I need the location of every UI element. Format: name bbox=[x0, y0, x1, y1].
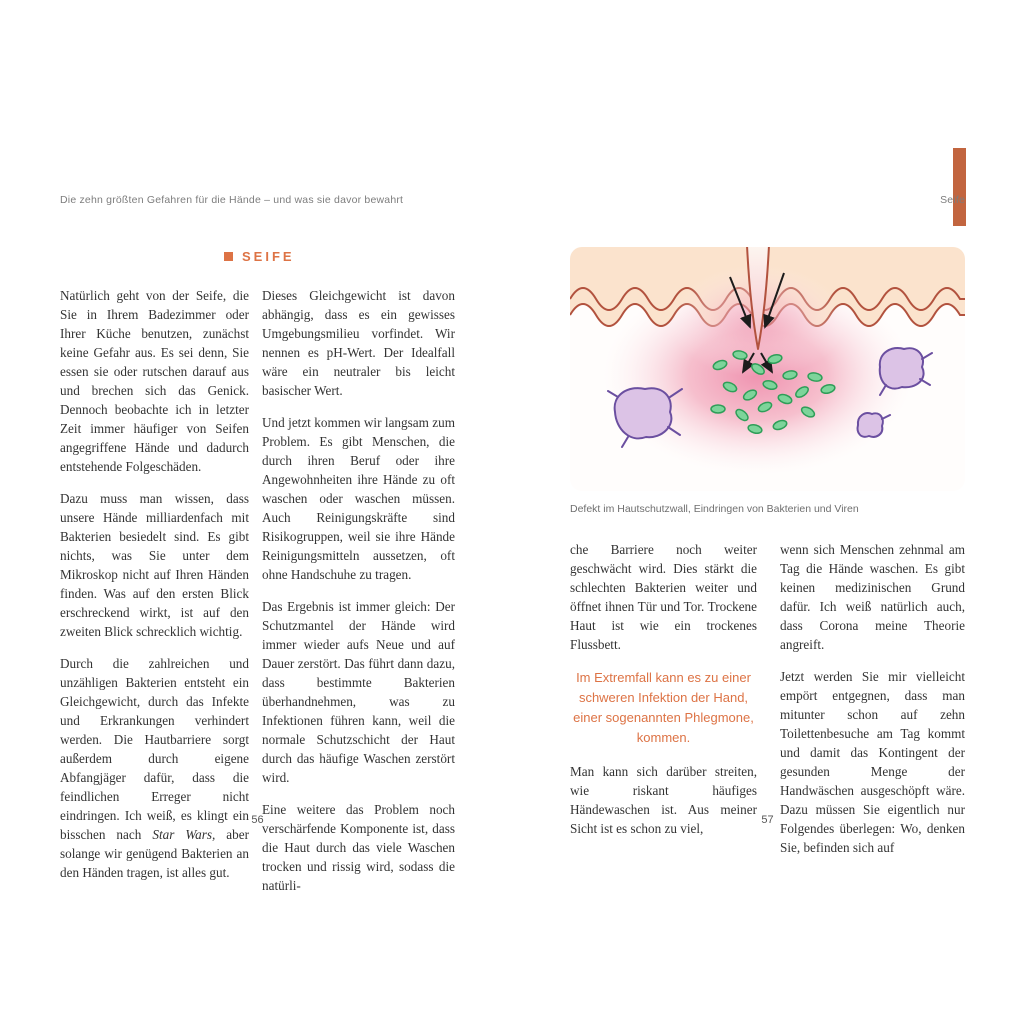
skin-barrier-svg bbox=[570, 247, 965, 491]
paragraph: Das Ergebnis ist immer gleich: Der Schutzmantel der Hände wird immer wieder aufs Neue und auf Dauer zerstört. Das führt dann dazu, dass bestimmte Bakterien überhandnehmen, was zu Infektionen führen kann, weil die normale Schutzschicht der Haut durch das häufige Waschen zerstört wird. bbox=[262, 599, 455, 785]
running-header-left: Die zehn größten Gefahren für die Hände – und was sie davor bewahrt bbox=[60, 194, 404, 206]
figure-caption: Defekt im Hautschutzwall, Eindringen von Bakterien und Viren bbox=[570, 503, 859, 515]
section-title: SEIFE bbox=[242, 249, 295, 264]
skin-barrier-illustration bbox=[570, 247, 965, 491]
page-number-right: 57 bbox=[761, 814, 774, 826]
paragraph: Man kann sich darüber streiten, wie riskant häufiges Händewaschen ist. Aus meiner Sicht ist es schon zu viel, bbox=[570, 764, 757, 836]
paragraph: wenn sich Menschen zehnmal am Tag die Hände waschen. Es gibt keinen medizinischen Grund dafür. Ich weiß natürlich auch, dass Corona meine Theorie angreift. bbox=[780, 542, 965, 652]
paragraph: che Barriere noch weiter geschwächt wird. Dies stärkt die schlechten Bakterien weiter und öffnet ihnen Tür und Tor. Trockene Haut ist wie ein trockenes Flussbett. bbox=[570, 542, 757, 652]
highlight-callout: Im Extremfall kann es zu einer schweren Infektion der Hand, einer sogenannten Phlegmone, kommen. bbox=[573, 670, 754, 745]
section-heading bbox=[224, 249, 295, 264]
paragraph: Dazu muss man wissen, dass unsere Hände milliardenfach mit Bakterien besiedelt sind. Es gibt nichts, was Sie unter dem Mikroskop nicht auf Ihren Händen finden. Was auf den ersten Blick erschreckend wirkt, ist auf den zweiten Blick schrecklich wichtig. bbox=[60, 491, 249, 639]
italic-title: Star Wars, bbox=[152, 827, 216, 842]
paragraph: Natürlich geht von der Seife, die Sie in Ihrem Badezimmer oder Ihrer Küche benutzen, zunächst keine Gefahr aus. Es sei denn, Sie essen sie oder rutschen darauf aus und brechen sich das Genick. Dennoch beobachte ich in letzter Zeit immer häufiger von Seifen angegriffene Hände und dadurch entstehende Folgeschäden. bbox=[60, 288, 249, 474]
chapter-tab-marker bbox=[953, 148, 966, 226]
left-page-column-1 bbox=[60, 286, 249, 882]
paragraph bbox=[60, 654, 249, 882]
paragraph-text: aber solange wir genügend Bakterien an den Händen tragen, ist alles gut. bbox=[60, 827, 249, 880]
virus-blob-right bbox=[880, 348, 924, 389]
page-number-left: 56 bbox=[251, 814, 264, 826]
paragraph: Jetzt werden Sie mir vielleicht empört entgegnen, dass man mitunter schon auf zehn Toilettenbesuche am Tag kommt und damit das Kontingent der gesunden Menge der Handwäschen ausgeschöpft wäre. Dazu müssen Sie eigentlich nur Folgendes überlegen: Wo, denken Sie, befinden sich auf bbox=[780, 669, 965, 855]
virus-blob-left bbox=[615, 388, 672, 438]
section-bullet-icon bbox=[224, 252, 233, 261]
paragraph-text: Durch die zahlreichen und unzähligen Bakterien entsteht ein Gleichgewicht, durch das Infekte und Erkrankungen verhindert werden. Die Hautbarriere sorgt außerdem durch eigene Abfangjäger dafür, dass die feindlichen Erreger nicht eindringen. Ich weiß, es klingt ein bisschen nach bbox=[60, 656, 249, 842]
paragraph: Dieses Gleichgewicht ist davon abhängig, dass es ein gewisses Umgebungsmilieu vorfindet. Wir nennen es pH-Wert. Der Idealfall wäre ein neutraler bis leicht basischer Wert. bbox=[262, 288, 455, 398]
paragraph: Eine weitere das Problem noch verschärfende Komponente ist, dass die Haut durch das viele Waschen trocken und rissig wird, sodass die natürli- bbox=[262, 802, 455, 893]
right-page-column-1 bbox=[570, 540, 757, 838]
virus-blob-small bbox=[858, 413, 883, 437]
left-page-column-2 bbox=[262, 286, 455, 895]
right-page-column-2 bbox=[780, 540, 965, 857]
paragraph: Und jetzt kommen wir langsam zum Problem. Es gibt Menschen, die durch ihren Beruf oder ihre Angewohnheiten ihre Hände zu oft waschen oder waschen müssen. Auch Reinigungskräfte sind Risikogruppen, weil sie ihre Hände Reinigungsmitteln aussetzen, oft ohne Handschuhe zu tragen. bbox=[262, 415, 455, 582]
running-header-right: Seife bbox=[940, 194, 965, 206]
